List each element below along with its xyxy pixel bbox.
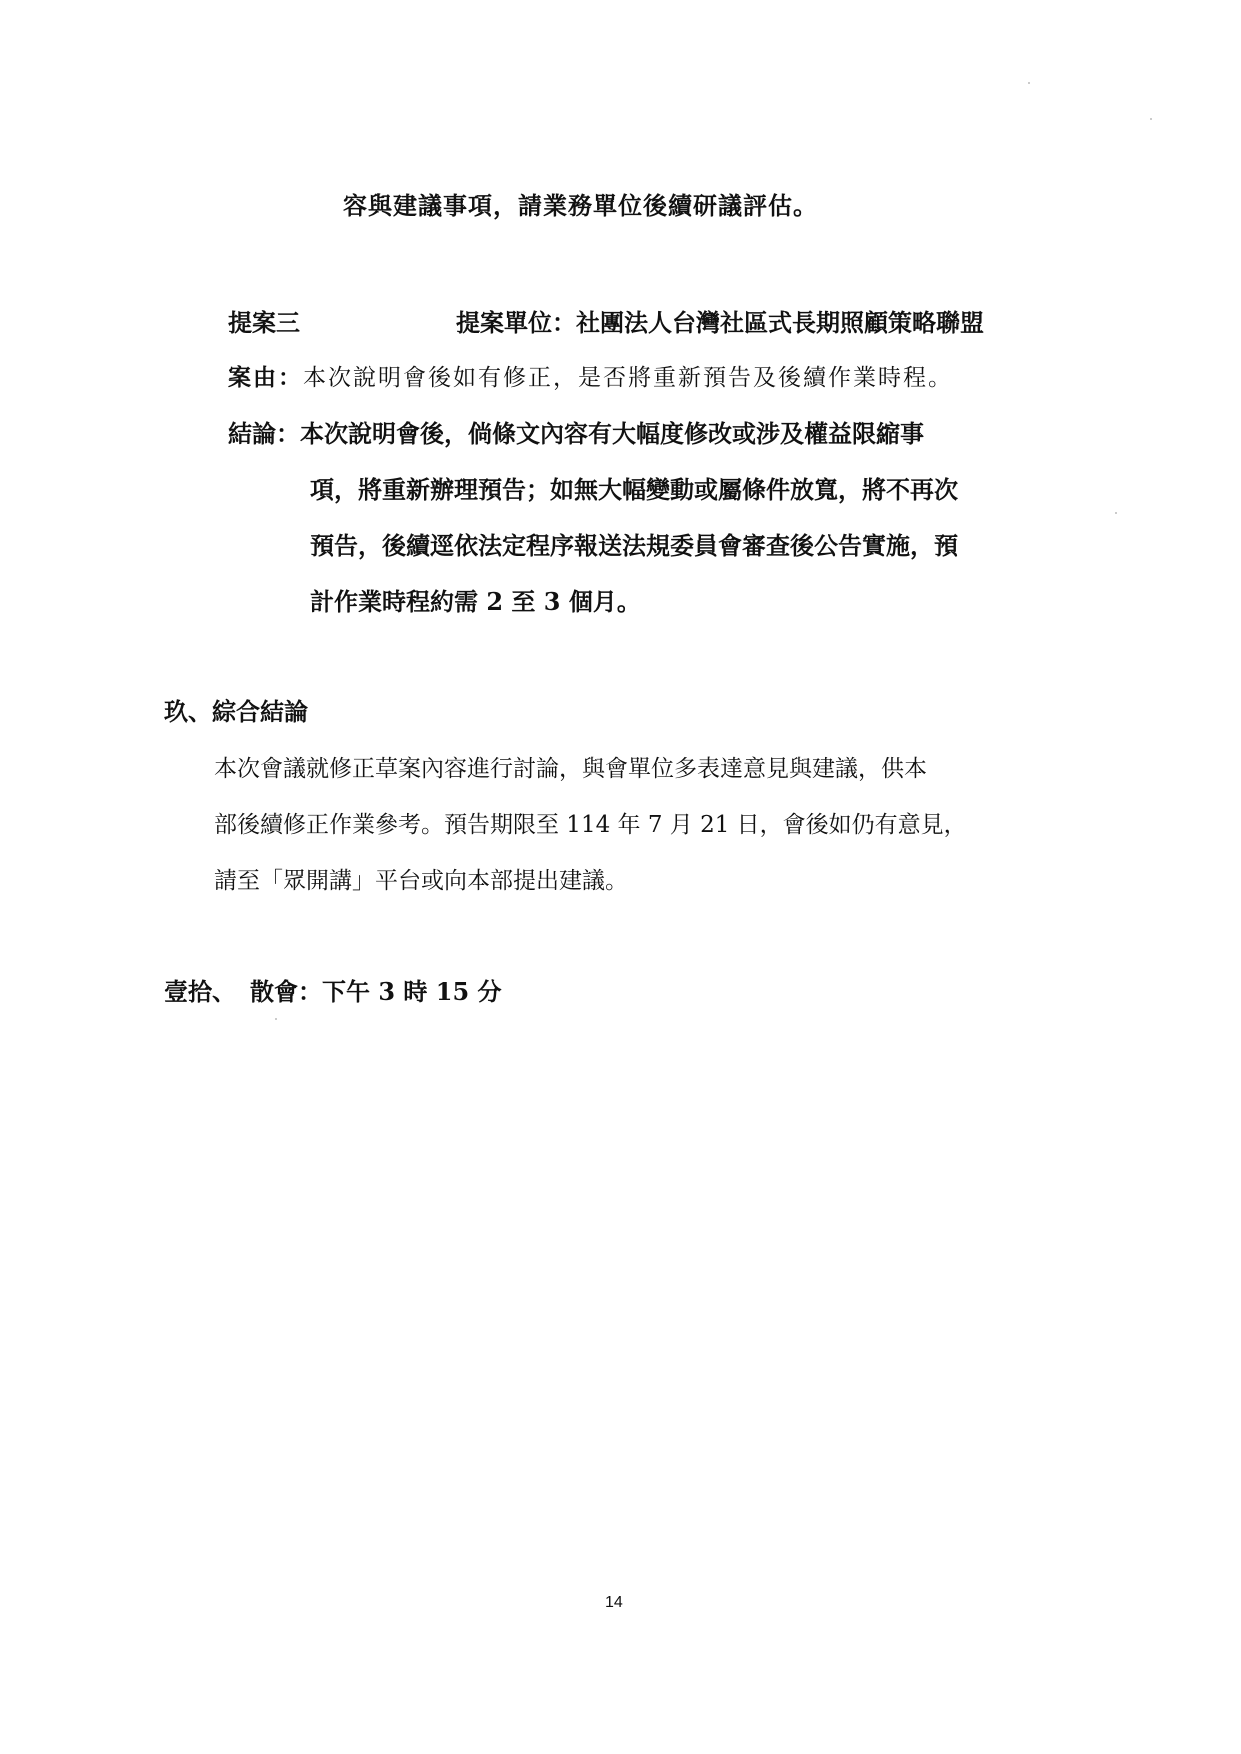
section9-body-line-1: 本次會議就修正草案內容進行討論，與會單位多表達意見與建議，供本: [214, 756, 927, 782]
conclusion-label: 結論：: [228, 419, 300, 448]
conclusion-line-2: 項，將重新辦理預告；如無大幅變動或屬條件放寬，將不再次: [310, 475, 958, 504]
scan-speck: [1028, 82, 1030, 84]
section9-heading: 玖、綜合結論: [164, 697, 308, 726]
proposal-unit: [456, 308, 984, 338]
section9-body-line-2: 部後續修正作業參考。預告期限至 114 年 7 月 21 日，會後如仍有意見，: [214, 812, 967, 838]
conclusion-line-3: 預告，後續逕依法定程序報送法規委員會審查後公告實施，預: [310, 531, 958, 560]
section10: [164, 977, 502, 1007]
scan-speck: [1150, 118, 1152, 120]
scan-speck: [1115, 512, 1117, 514]
page-number: 14: [605, 1594, 623, 1611]
conclusion-line-1: 本次說明會後，倘條文內容有大幅度修改或涉及權益限縮事: [300, 419, 924, 448]
scan-speck: [275, 1018, 277, 1020]
proposal-unit-label: 提案單位：: [456, 308, 576, 337]
proposal-title: 提案三: [228, 308, 300, 337]
proposal-reason: [228, 363, 953, 393]
section10-heading: 壹拾、: [164, 977, 236, 1006]
section9-body-line-3: 請至「眾開講」平台或向本部提出建議。: [214, 868, 628, 894]
reason-label: 案由：: [228, 364, 303, 391]
conclusion-line-4: 計作業時程約需 2 至 3 個月。: [310, 587, 641, 616]
proposal-conclusion: [228, 419, 924, 449]
reason-text: 本次說明會後如有修正，是否將重新預告及後續作業時程。: [303, 365, 953, 391]
proposal-unit-name: 社團法人台灣社區式長期照顧策略聯盟: [576, 308, 984, 337]
section10-text: 散會：下午 3 時 15 分: [250, 977, 502, 1006]
continuation-text: 容與建議事項，請業務單位後續研議評估。: [343, 191, 818, 220]
